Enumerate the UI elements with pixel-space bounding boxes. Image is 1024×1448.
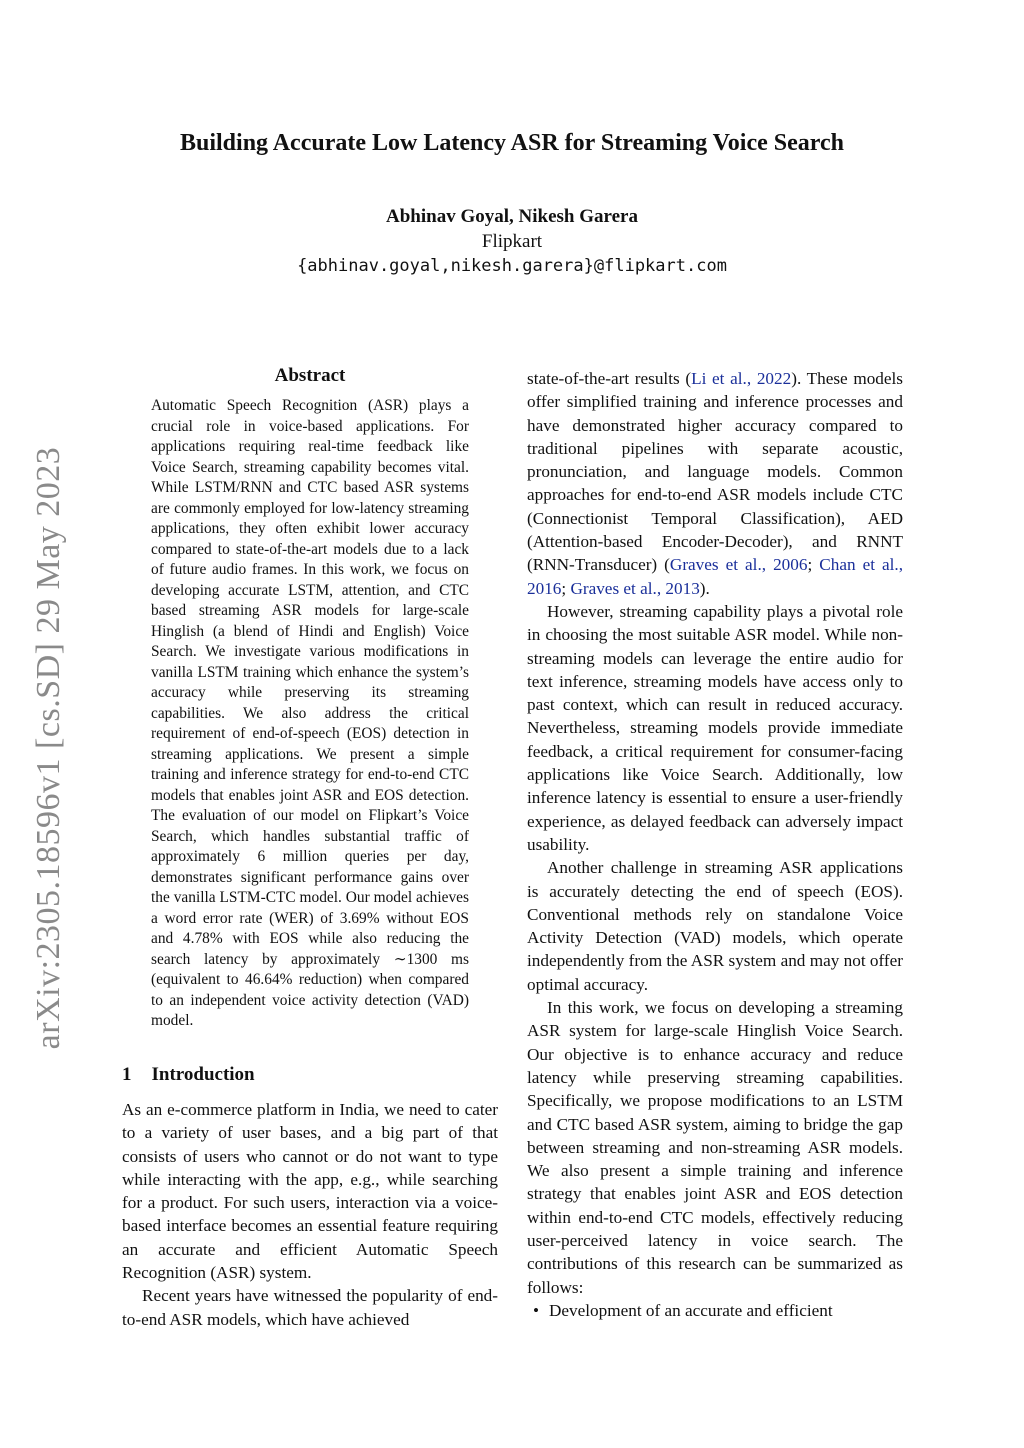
intro-paragraph-4: Another challenge in streaming ASR applications is accurately detecting the end of speech (EOS). Conventional methods rely on standalone Voice Activity Detection (VAD) models, which operate independently from the ASR system and may not offer optimal accuracy. — [527, 858, 903, 994]
citation-graves-2013[interactable]: Graves et al., 2013 — [570, 578, 700, 598]
paper-title: Building Accurate Low Latency ASR for Streaming Voice Search — [179, 130, 844, 156]
text-run: ). These models offer simplified training and inference processes and have demonstrated higher accuracy compared to traditional pipelines with separate acoustic, pronunciation, and language models. Common approaches for end-to-end ASR models include CTC (Connectionist Temporal Classification), AED (Attention-based Encoder-Decoder), and RNNT (RNN-Transducer) ( — [527, 369, 903, 575]
author-email: {abhinav.goyal,nikesh.garera}@flipkart.com — [297, 256, 727, 276]
section-heading-introduction — [122, 1064, 255, 1086]
text-run: ). — [699, 578, 710, 598]
contribution-bullet-text: Development of an accurate and efficient — [549, 1300, 833, 1320]
paper-authors: Abhinav Goyal, Nikesh Garera — [386, 206, 638, 227]
intro-paragraph-1: As an e-commerce platform in India, we need to cater to a variety of user bases, and a big part of that consists of users who cannot or do not want to type while interacting with the app, e.g., while searching for a product. For such users, interaction via a voice-based interface becomes an essential feature requiring an accurate and efficient Automatic Speech Recognition (ASR) system. — [122, 1100, 498, 1283]
text-run: ; — [561, 578, 571, 598]
abstract-text: Automatic Speech Recognition (ASR) plays a crucial role in voice-based applications. For applications requiring real-time feedback like Voice Search, streaming capability becomes vital. While LSTM/RNN and CTC based ASR systems are commonly employed for low-latency streaming applications, they often exhibit lower accuracy compared to state-of-the-art models due to a lack of future audio frames. In this work, we focus on developing accurate LSTM, attention, and CTC based streaming ASR models for large-scale Hinglish (a blend of Hindi and English) Voice Search. We investigate various modifications in vanilla LSTM training which enhance the system’s accuracy while preserving its streaming capabilities. We also address the critical requirement of end-of-speech (EOS) detection in streaming applications. We present a simple training and inference strategy for end-to-end CTC models that enables joint ASR and EOS detection. The evaluation of our model on Flipkart’s Voice Search, which handles substantial traffic of approximately 6 million queries per day, demonstrates significant performance gains over the vanilla LSTM-CTC model. Our model achieves a word error rate (WER) of 3.69% without EOS and 4.78% with EOS while also reducing the search latency by approximately ∼1300 ms (equivalent to 46.64% reduction) when compared to an independent voice activity detection (VAD) model. — [151, 397, 469, 1029]
intro-paragraph-5: In this work, we focus on developing a streaming ASR system for large-scale Hinglish Voice Search. Our objective is to enhance accuracy and reduce latency while preserving streaming capabilities. Specifically, we propose modifications to an LSTM and CTC based ASR system, aiming to bridge the gap between streaming and non-streaming ASR models. We also present a simple training and inference strategy that enables joint ASR and EOS detection within end-to-end CTC models, effectively reducing user-perceived latency in voice search. The contributions of this research can be summarized as follows: — [527, 998, 903, 1297]
section-title: Introduction — [151, 1064, 255, 1085]
introduction-right-column — [527, 367, 903, 1322]
introduction-left-column — [122, 1098, 498, 1331]
arxiv-identifier — [4, 438, 94, 1058]
text-run: state-of-the-art results ( — [527, 369, 692, 388]
text-run: ; — [807, 555, 820, 575]
intro-paragraph-2-continued — [527, 367, 903, 600]
abstract-heading: Abstract — [274, 365, 346, 386]
intro-paragraph-3: However, streaming capability plays a pivotal role in choosing the most suitable ASR model. While non-streaming models can leverage the entire audio for text inference, streaming models have access only to past context, which can result in reduced accuracy. Nevertheless, streaming models provide immediate feedback, a critical requirement for consumer-facing applications like Voice Search. Additionally, low inference latency is essential to ensure a user-friendly experience, as delayed feedback can adversely impact usability. — [527, 601, 903, 854]
author-affiliation: Flipkart — [481, 231, 543, 252]
contribution-bullet — [527, 1299, 903, 1322]
arxiv-identifier-text: arXiv:2305.18596v1 [cs.SD] 29 May 2023 — [30, 446, 67, 1050]
citation-chan-2016[interactable]: Chan et al., 2016 — [527, 555, 904, 598]
intro-paragraph-2: Recent years have witnessed the popularity of end-to-end ASR models, which have achieved — [122, 1286, 498, 1329]
citation-graves-2006[interactable]: Graves et al., 2006 — [669, 555, 808, 575]
citation-li-2022[interactable]: Li et al., 2022 — [691, 369, 792, 388]
section-number: 1 — [122, 1064, 132, 1085]
bullet-icon: • — [533, 1300, 540, 1320]
